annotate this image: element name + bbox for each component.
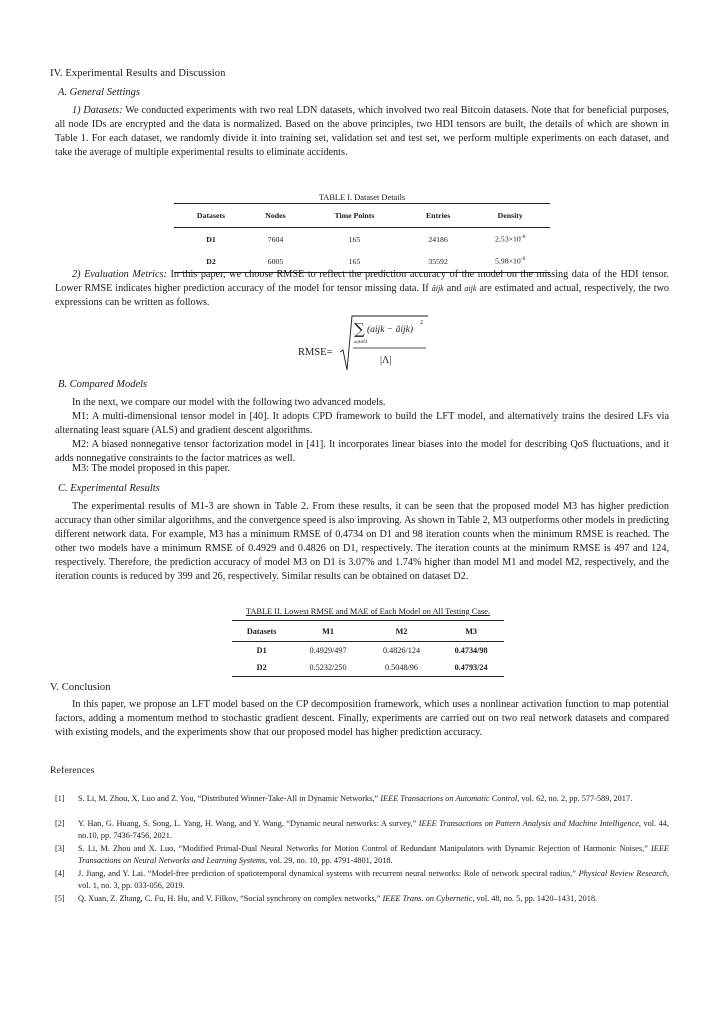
table2-cell: D2 <box>232 659 291 677</box>
reference-number: [2] <box>55 819 65 828</box>
reference-item <box>55 843 669 866</box>
table2-cell: 0.5048/96 <box>365 659 438 677</box>
metrics-paragraph <box>55 268 669 310</box>
formula-sigma: ∑ <box>354 320 365 338</box>
reference-venue: IEEE Transactions on Neural Networks and Learning Systems <box>78 844 669 865</box>
reference-venue: IEEE Transactions on Automatic Control <box>380 794 518 803</box>
metrics-text-b: are estimated and actual, respectively, the two expressions can be written as follows. <box>55 283 670 309</box>
section-heading-references: References <box>50 765 95 776</box>
results-text: The experimental results of M1-3 are shown in Table 2. From these results, it can be seen that the proposed model M3 has higher prediction accuracy than other similar algorithms, and the convergence speed is also improving. As shown in Table 2, M3 outperforms other models in predicting different network data. For example, M3 has a minimum RMSE of 0.4734 on D1 and 98 iteration counts when the minimum RMSE is reached. The other two models have a minimum RMSE of 0.4929 and 0.4826 on D1, respectively. The iteration counts at the minimum RMSE is 497 and 124, respectively. Therefore, the prediction accuracy of model M3 on D1 is 3.07% and 1.74% higher than model M1 and model M2, respectively, and the iteration counts is reduced by 399 and 26, respectively. Similar results can be obtained on dataset D2. <box>55 501 669 583</box>
reference-item <box>55 893 669 905</box>
section-heading-results: IV. Experimental Results and Discussion <box>50 68 226 79</box>
datasets-paragraph <box>55 104 669 160</box>
conclusion-text: In this paper, we propose an LFT model based on the CP decomposition framework, which uses a nonlinear activation function to map potential factors, adding a momentum method to stochastic gradient descent. Finally, experiments are carried out on two real network datasets and compared with existing models, and the experiments show that our proposed model has higher prediction accuracy. <box>55 699 669 739</box>
reference-details: , vol. 1, no. 3, pp. 033-056, 2019. <box>78 869 669 890</box>
table2-header: M1 <box>291 621 364 642</box>
reference-item <box>55 793 669 805</box>
reference-details: , vol. 48, no. 5, pp. 1420–1431, 2018. <box>472 894 598 903</box>
symbol-actual: aijk <box>464 284 477 294</box>
model-m1-text: M1: A multi-dimensional tensor model in [40]. It adopts CPD framework to build the LFT model, and alternatively trains the desired LFs via alternating least square (ALS) and gradient descent algorithms. <box>55 411 669 437</box>
reference-authors-title: S. Li, M. Zhou, X. Luo and Z. You, “Distributed Winner-Take-All in Dynamic Networks,” <box>78 794 379 803</box>
density-exp: -6 <box>520 234 526 241</box>
density-base: 2.53×10 <box>494 234 521 244</box>
table1-caption: TABLE I. Dataset Details <box>318 193 406 202</box>
table2 <box>232 620 504 677</box>
model-m1-description <box>55 410 669 438</box>
reference-item <box>55 868 669 891</box>
table2-cell: D1 <box>256 646 267 655</box>
model-m3-text: M3: The model proposed in this paper. <box>72 463 230 474</box>
section-heading-conclusion: V. Conclusion <box>50 682 111 693</box>
model-m2-text: M2: A biased nonnegative tensor factorization model in [41]. It incorporates linear biases into the model for describing QoS fluctuations, and it adds nonnegative constraints to the factor matrices as well. <box>55 439 669 465</box>
table2-cell: 0.4734/98 <box>454 646 488 655</box>
metrics-lead: 2) Evaluation Metrics: <box>72 269 167 280</box>
table-row <box>174 228 550 251</box>
reference-details: , vol. 62, no. 2, pp. 577-589, 2017. <box>517 794 633 803</box>
reference-number: [3] <box>55 844 65 853</box>
table2-cell: 0.4793/24 <box>438 659 504 677</box>
reference-authors-title: J. Jiang, and Y. Lai. “Model-free prediction of spatiotemporal dynamical systems with recurrent neural networks: Role of network spectral radius,” <box>78 869 576 878</box>
reference-number: [5] <box>55 894 65 903</box>
conclusion-paragraph <box>55 698 669 740</box>
table1-header: Datasets <box>174 204 248 228</box>
table2-header: M3 <box>438 621 504 642</box>
reference-details: , vol. 29, no. 10, pp. 4791-4801, 2018. <box>265 855 393 865</box>
reference-venue: IEEE Trans. on Cybernetic <box>382 894 473 903</box>
table2-header-row <box>232 621 504 642</box>
table2-cell: 0.5232/250 <box>291 659 364 677</box>
model-m3-description <box>55 462 669 476</box>
table1-header: Nodes <box>248 204 303 228</box>
table1-header: Density <box>470 204 550 228</box>
reference-authors-title: S. Li, M. Zhou and X. Luo, “Modified Primal-Dual Neural Networks for Motion Control of Redundant Manipulators with Dynamic Rejection of Harmonic Noises,” <box>78 844 648 853</box>
compared-intro <box>55 396 669 410</box>
table2-cell: 0.4826/124 <box>382 646 421 655</box>
table1-cell: 7604 <box>267 234 284 244</box>
results-paragraph <box>55 500 669 585</box>
formula-power: 2 <box>420 320 423 326</box>
reference-venue: IEEE Transactions on Pattern Analysis and Machine Intelligence <box>418 819 639 828</box>
formula-numerator: (aijk − âijk) <box>367 325 413 335</box>
table2-cell: 0.4929/497 <box>309 646 347 655</box>
density-exp: -6 <box>520 256 526 263</box>
table1-cell: 165 <box>303 250 406 273</box>
formula-denominator: |Λ| <box>380 355 392 366</box>
datasets-text: We conducted experiments with two real LDN datasets, which involved two real Bitcoin datasets. Note that for beneficial purposes, all node IDs are encrypted and the data is normalized. Based on the above principles, two HDI tensors are built, the details of which are shown in Table 1. For each dataset, we randomly divide it into training set, validation set and test set, we perform multiple experiments on each dataset, and take the average of multiple experimental results to eliminate accidents. <box>55 105 669 159</box>
datasets-lead: 1) Datasets: <box>72 105 123 116</box>
table1-header: Time Points <box>303 204 406 228</box>
density-base: 5.98×10 <box>494 256 521 266</box>
table1-cell: 24186 <box>428 234 448 244</box>
reference-venue: Physical Review Research <box>578 869 667 878</box>
metrics-and: and <box>446 283 462 295</box>
subsection-experimental-results: C. Experimental Results <box>58 483 160 494</box>
subsection-compared-models: B. Compared Models <box>58 379 148 390</box>
table1-cell <box>470 228 550 251</box>
table1-cell: D2 <box>174 250 248 273</box>
rmse-formula <box>296 312 436 374</box>
compared-intro-text: In the next, we compare our model with the following two advanced models. <box>72 397 386 408</box>
table1-cell: D1 <box>206 234 216 244</box>
table1-cell: 6005 <box>248 250 303 273</box>
reference-number: [4] <box>55 869 65 878</box>
table2-caption: TABLE II. Lowest RMSE and MAE of Each Model on All Testing Case. <box>245 607 491 616</box>
reference-details: , vol. 44, no.10, pp. 7436-7456, 2021. <box>78 819 669 840</box>
formula-lhs: RMSE= <box>298 347 333 358</box>
table2-header: M2 <box>365 621 438 642</box>
reference-item <box>55 818 669 841</box>
symbol-estimated: âijk <box>431 284 444 294</box>
table2-header: Datasets <box>232 621 291 642</box>
subsection-general-settings: A. General Settings <box>58 87 140 98</box>
table1-header-row <box>174 204 550 228</box>
table1-cell: 165 <box>348 234 361 244</box>
table-row <box>232 659 504 677</box>
table1-cell: 35592 <box>406 250 470 273</box>
reference-authors-title: Q. Xuan, Z. Zhang, C. Fu, H. Hu, and V. Filkov, “Social synchrony on complex networks,” <box>78 894 381 903</box>
table1-header: Entries <box>406 204 470 228</box>
table-row <box>232 642 504 660</box>
reference-authors-title: Y. Han, G. Huang, S. Song, L. Yang, H. Wang, and Y. Wang. “Dynamic neural networks: A survey,” <box>78 819 417 828</box>
metrics-text-a: In this paper, we choose RMSE to reflect the prediction accuracy of the model on the missing data of the HDI tensor. Lower RMSE indicates higher prediction accuracy of the model for tensor missing data. If <box>55 269 670 295</box>
table1 <box>174 203 550 273</box>
reference-number: [1] <box>55 794 65 803</box>
formula-sum-sub: aijk∈Λ <box>354 339 368 344</box>
